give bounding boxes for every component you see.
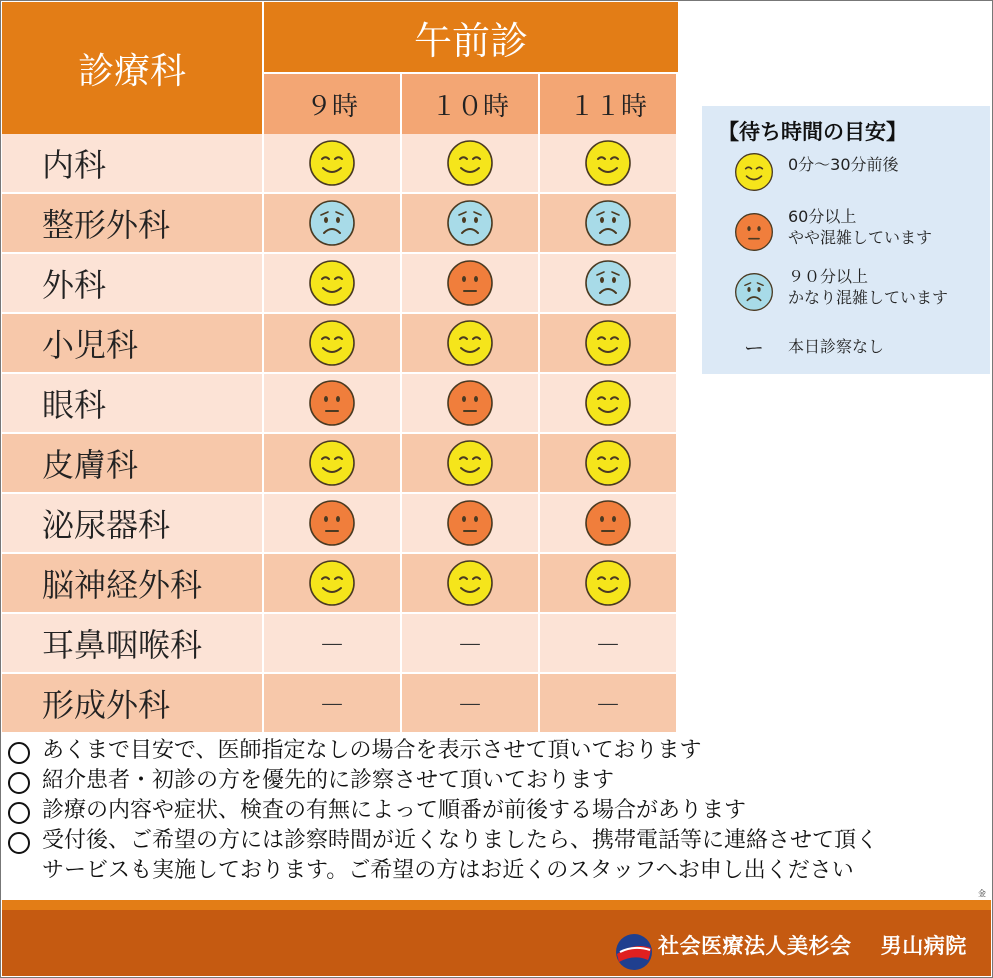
smiling-face-icon [446, 439, 494, 487]
status-cell [264, 194, 402, 254]
circle-bullet-icon [8, 766, 42, 796]
status-cell [402, 614, 540, 674]
hospital-logo-icon [614, 932, 654, 972]
department-name: 外科 [2, 254, 264, 314]
legend-text-blue [788, 266, 948, 308]
table-row [2, 254, 678, 314]
table-row [2, 194, 678, 254]
department-name: 内科 [2, 134, 264, 194]
neutral-face-icon [446, 499, 494, 547]
status-cell [264, 554, 402, 614]
note-text: 診療の内容や症状、検査の有無によって順番が前後する場合があります [42, 798, 747, 823]
time-slot-header: ９時 [264, 74, 402, 134]
department-name: 小児科 [2, 314, 264, 374]
table-row [2, 614, 678, 674]
organization-name: 社会医療法人美杉会 男山病院 [658, 934, 967, 958]
legend-line: 0分～30分前後 [788, 155, 899, 174]
table-row [2, 554, 678, 614]
table-row [2, 674, 678, 734]
status-cell [402, 194, 540, 254]
department-name: 皮膚科 [2, 434, 264, 494]
status-cell [264, 494, 402, 554]
legend-line: やや混雑しています [788, 228, 933, 247]
no-clinic-dash: － [318, 690, 345, 721]
time-slot-header: １０時 [402, 74, 540, 134]
neutral-face-icon [734, 212, 774, 252]
neutral-face-icon [308, 379, 356, 427]
status-cell [264, 374, 402, 434]
status-cell [402, 494, 540, 554]
circle-bullet-icon [8, 736, 42, 766]
status-cell [264, 254, 402, 314]
status-cell [402, 134, 540, 194]
note-text: 受付後、ご希望の方には診察時間が近くなりましたら、携帯電話等に連絡させて頂く [42, 828, 879, 853]
footer-bar [2, 910, 991, 976]
session-header: 午前診 [264, 2, 678, 74]
status-cell [540, 314, 678, 374]
department-name: 泌尿器科 [2, 494, 264, 554]
small-mark: 金 [978, 889, 986, 898]
note-item [8, 826, 983, 856]
legend-text-green [788, 154, 899, 175]
department-name: 整形外科 [2, 194, 264, 254]
legend-text-none [788, 336, 884, 357]
status-cell [540, 674, 678, 734]
neutral-face-icon [446, 379, 494, 427]
status-cell [540, 194, 678, 254]
status-cell [402, 434, 540, 494]
time-slot-header: １１時 [540, 74, 678, 134]
legend-box [702, 106, 990, 374]
status-cell [264, 134, 402, 194]
legend-line: ９０分以上 [788, 267, 869, 286]
department-header: 診療科 [2, 2, 264, 134]
status-cell [264, 434, 402, 494]
status-cell [540, 254, 678, 314]
notes-list [8, 736, 983, 886]
department-name: 形成外科 [2, 674, 264, 734]
smiling-face-icon [734, 152, 774, 192]
note-item [8, 736, 983, 766]
frowning-face-icon [308, 199, 356, 247]
legend-line: かなり混雑しています [788, 288, 949, 307]
status-cell [402, 674, 540, 734]
department-name: 耳鼻咽喉科 [2, 614, 264, 674]
smiling-face-icon [308, 139, 356, 187]
smiling-face-icon [584, 439, 632, 487]
frowning-face-icon [446, 199, 494, 247]
legend-line: 本日診察なし [788, 337, 885, 356]
table-row [2, 494, 678, 554]
table-row [2, 134, 678, 194]
neutral-face-icon [446, 259, 494, 307]
status-cell [540, 554, 678, 614]
legend-line: 60分以上 [788, 207, 857, 226]
table-row [2, 314, 678, 374]
status-cell [264, 614, 402, 674]
table-row [2, 374, 678, 434]
status-cell [540, 614, 678, 674]
neutral-face-icon [308, 499, 356, 547]
frowning-face-icon [584, 199, 632, 247]
neutral-face-icon [584, 499, 632, 547]
smiling-face-icon [308, 439, 356, 487]
smiling-face-icon [584, 139, 632, 187]
status-cell [540, 374, 678, 434]
status-cell [540, 434, 678, 494]
status-cell [402, 314, 540, 374]
department-name: 眼科 [2, 374, 264, 434]
frowning-face-icon [734, 272, 774, 312]
status-cell [540, 134, 678, 194]
legend-item-orange [734, 212, 774, 252]
status-cell [540, 494, 678, 554]
smiling-face-icon [308, 319, 356, 367]
no-clinic-dash: － [594, 690, 621, 721]
smiling-face-icon [446, 139, 494, 187]
note-continuation: サービスも実施しております。ご希望の方はお近くのスタッフへお申し出ください [42, 858, 854, 883]
no-clinic-dash: － [594, 630, 621, 661]
no-clinic-dash: － [456, 690, 483, 721]
note-item [8, 766, 983, 796]
status-cell [402, 374, 540, 434]
legend-item-blue [734, 272, 774, 312]
legend-text-orange [788, 206, 932, 248]
note-item [8, 796, 983, 826]
note-text: あくまで目安で、医師指定なしの場合を表示させて頂いております [42, 738, 702, 763]
smiling-face-icon [446, 559, 494, 607]
no-clinic-dash: － [456, 630, 483, 661]
status-cell [264, 674, 402, 734]
smiling-face-icon [446, 319, 494, 367]
frowning-face-icon [584, 259, 632, 307]
legend-item-none [734, 332, 774, 361]
status-cell [402, 554, 540, 614]
circle-bullet-icon [8, 826, 42, 856]
note-text: 紹介患者・初診の方を優先的に診察させて頂いております [42, 768, 615, 793]
dash-icon: ー [744, 336, 764, 360]
no-clinic-dash: － [318, 630, 345, 661]
smiling-face-icon [308, 259, 356, 307]
status-cell [264, 314, 402, 374]
status-cell [402, 254, 540, 314]
circle-bullet-icon [8, 796, 42, 826]
smiling-face-icon [584, 379, 632, 427]
department-name: 脳神経外科 [2, 554, 264, 614]
smiling-face-icon [584, 319, 632, 367]
legend-title: 【待ち時間の目安】 [718, 120, 907, 144]
smiling-face-icon [584, 559, 632, 607]
footer-stripe [2, 900, 991, 910]
table-row [2, 434, 678, 494]
smiling-face-icon [308, 559, 356, 607]
legend-item-green [734, 152, 774, 192]
